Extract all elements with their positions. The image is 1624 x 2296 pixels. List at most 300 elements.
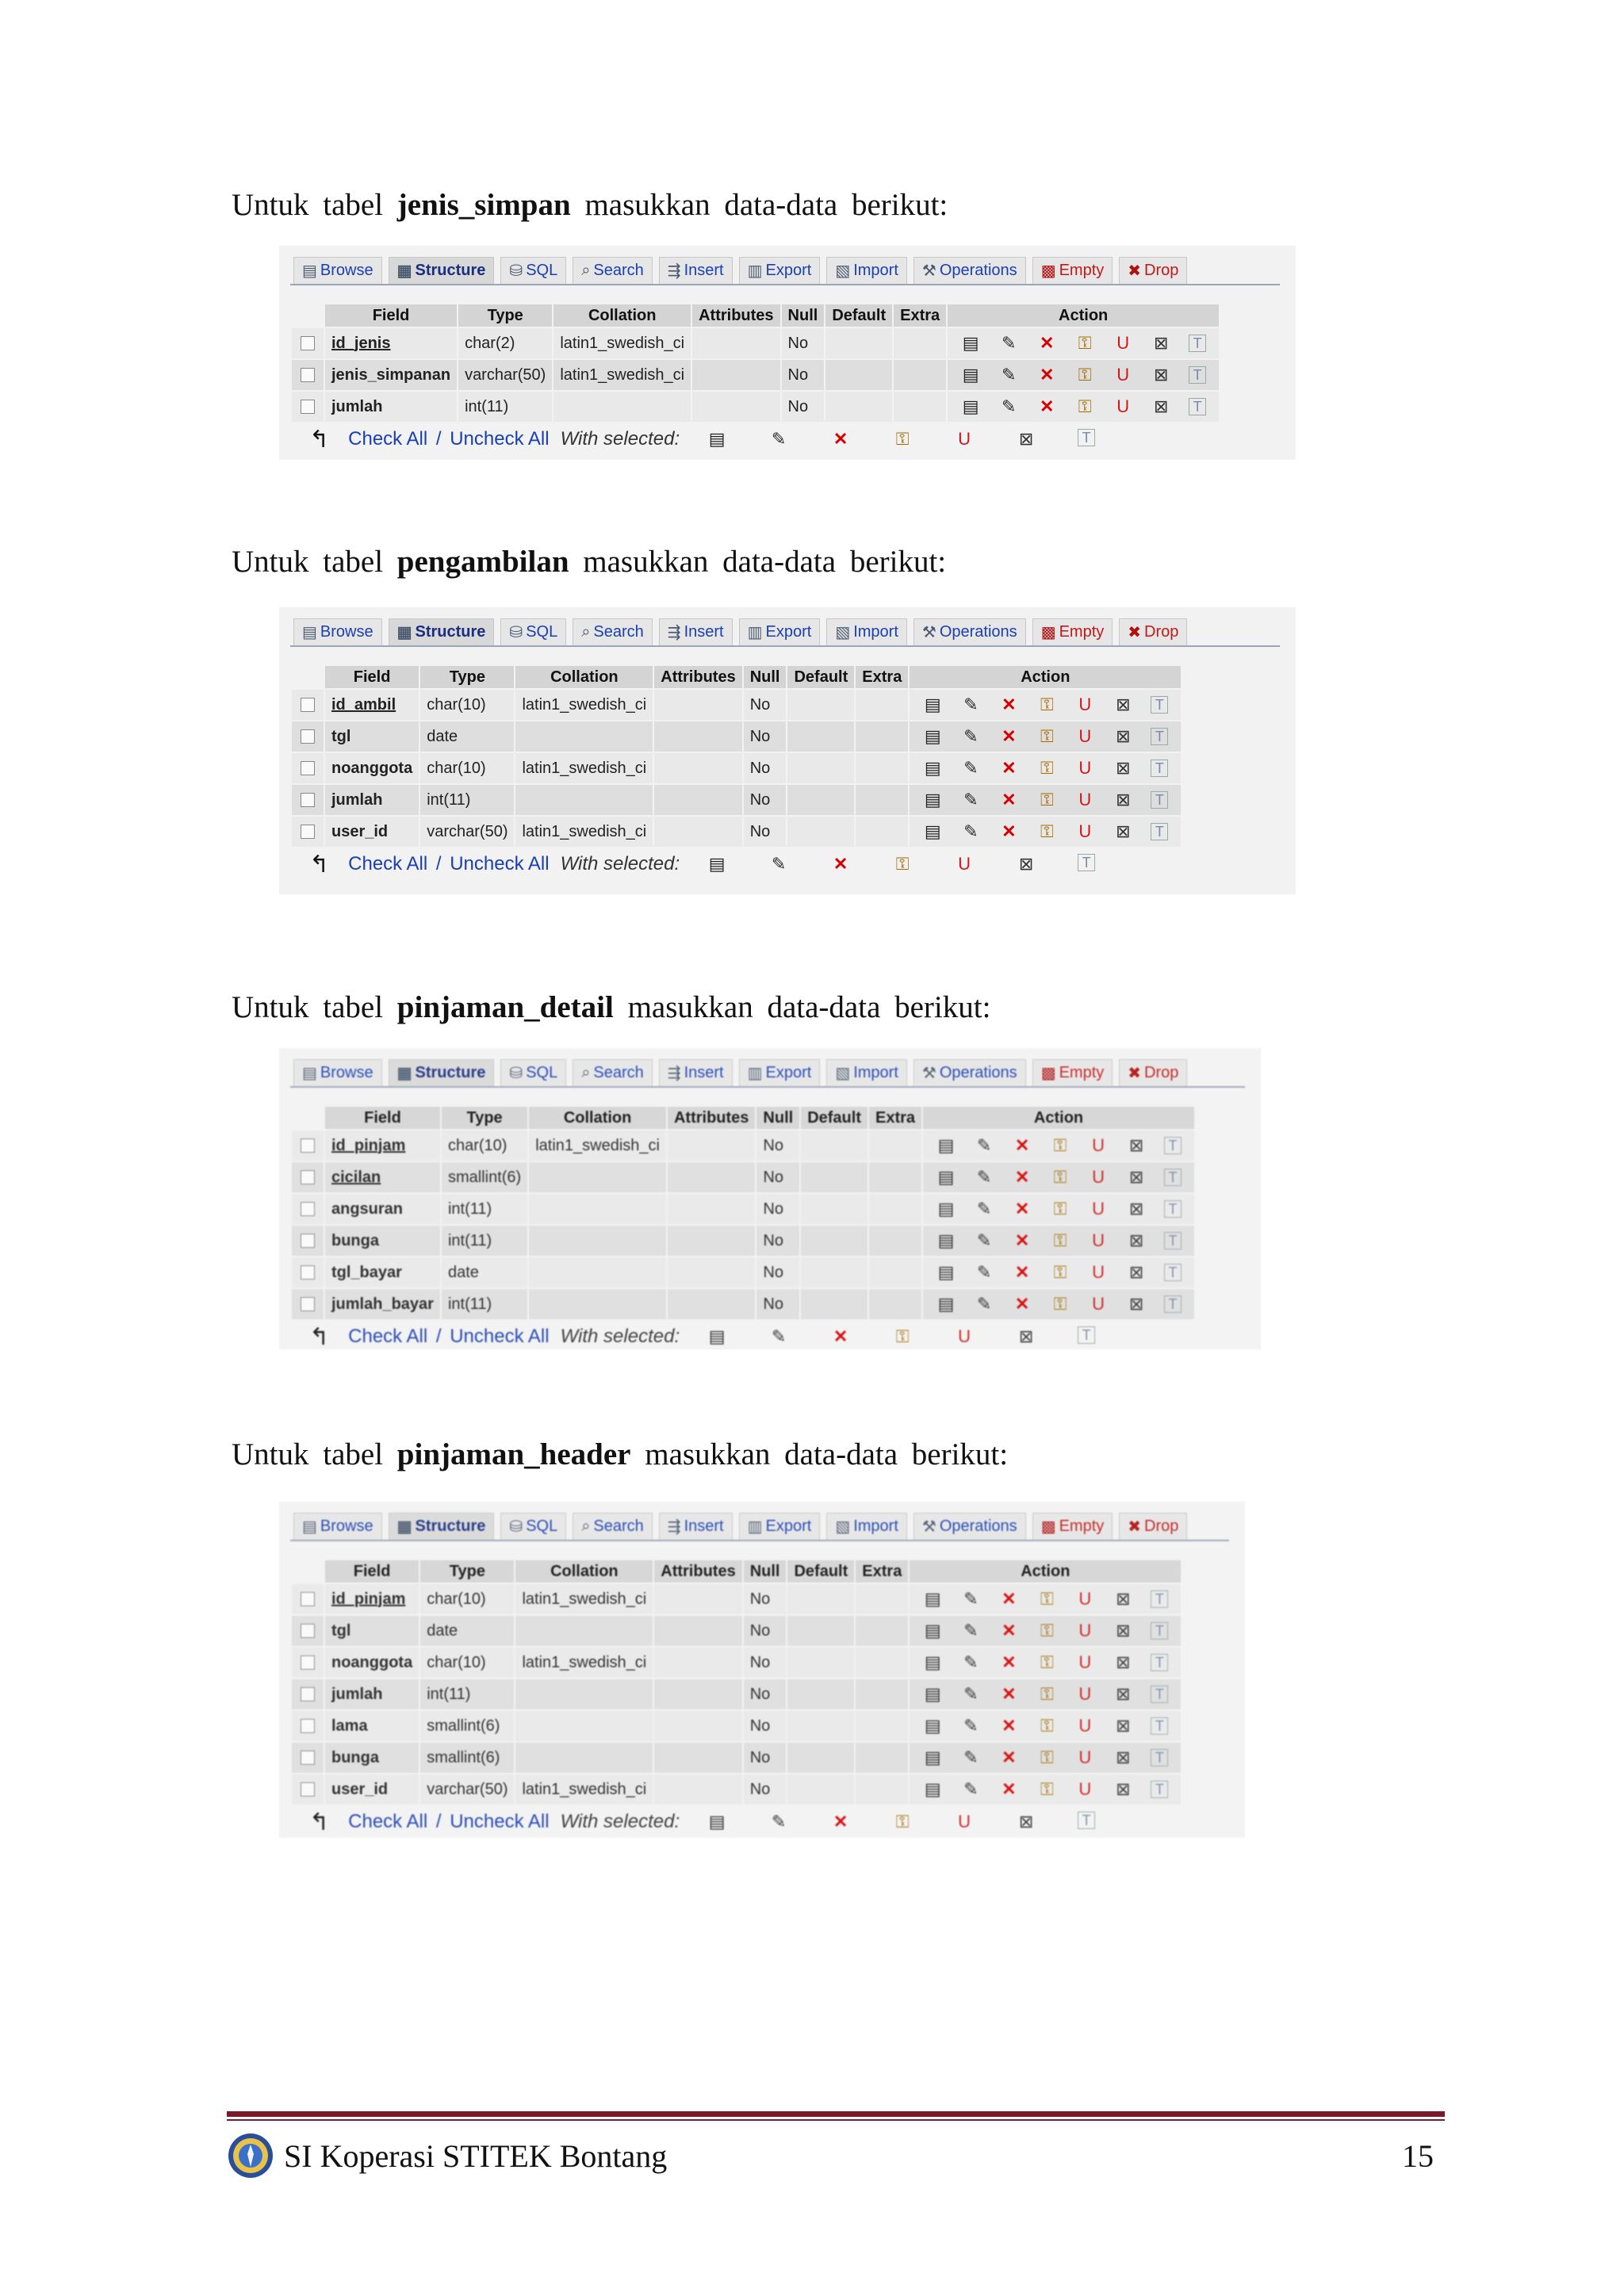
browse-distinct-icon[interactable]: ▤ bbox=[924, 1589, 941, 1609]
section-1-intro: Untuk tabel jenis_simpan masukkan data-data berikut: bbox=[232, 188, 948, 222]
primary-key-icon[interactable]: ⚿ bbox=[1053, 1262, 1067, 1282]
edit-pencil-icon[interactable]: ✎ bbox=[963, 1684, 979, 1704]
browse-distinct-icon[interactable]: ▤ bbox=[924, 1684, 941, 1704]
tab-operations[interactable]: ⚒ Operations bbox=[914, 618, 1026, 645]
index-icon[interactable]: ⊠ bbox=[1116, 758, 1131, 778]
tab-insert[interactable]: ⇶ Insert bbox=[659, 1059, 733, 1086]
delete-x-icon[interactable]: ✕ bbox=[1002, 1684, 1017, 1704]
fulltext-icon[interactable]: T bbox=[1151, 760, 1168, 777]
row-checkbox[interactable] bbox=[292, 1226, 324, 1256]
delete-x-icon[interactable]: ✕ bbox=[1002, 1716, 1017, 1735]
tab-export[interactable]: ▥ Export bbox=[739, 618, 821, 645]
edit-pencil-icon[interactable]: ✎ bbox=[771, 429, 787, 449]
checkbox[interactable] bbox=[301, 825, 315, 839]
fulltext-icon[interactable]: T bbox=[1151, 1590, 1168, 1608]
index-icon[interactable]: ⊠ bbox=[1128, 1167, 1144, 1187]
unique-icon[interactable]: U bbox=[1078, 758, 1092, 778]
delete-x-icon[interactable]: ✕ bbox=[1002, 790, 1017, 809]
row-checkbox[interactable] bbox=[292, 1162, 324, 1192]
tab-sql[interactable]: ⛁ SQL bbox=[500, 257, 566, 284]
row-actions bbox=[910, 1774, 1181, 1804]
tab-drop[interactable]: ✖ Drop bbox=[1119, 1513, 1187, 1540]
uncheck-all-link[interactable]: Uncheck All bbox=[450, 853, 550, 874]
unique-icon[interactable]: U bbox=[1078, 1779, 1092, 1799]
fulltext-icon[interactable]: T bbox=[1189, 366, 1206, 384]
fulltext-icon[interactable]: T bbox=[1151, 1686, 1168, 1703]
edit-pencil-icon[interactable]: ✎ bbox=[963, 790, 979, 809]
tab-import[interactable]: ▧ Import bbox=[826, 1059, 907, 1086]
tab-structure[interactable]: ▦ Structure bbox=[389, 618, 495, 645]
edit-pencil-icon[interactable]: ✎ bbox=[963, 1652, 979, 1672]
edit-pencil-icon[interactable]: ✎ bbox=[963, 1589, 979, 1609]
index-icon[interactable]: ⊠ bbox=[1116, 695, 1131, 714]
tab-insert[interactable]: ⇶ Insert bbox=[659, 1513, 733, 1540]
row-checkbox[interactable] bbox=[292, 1616, 324, 1646]
fulltext-icon[interactable]: T bbox=[1164, 1295, 1182, 1313]
edit-pencil-icon[interactable]: ✎ bbox=[1001, 333, 1017, 353]
index-icon[interactable]: ⊠ bbox=[1116, 1652, 1131, 1672]
check-all-link[interactable]: Check All bbox=[348, 1326, 428, 1347]
browse-distinct-icon[interactable]: ▤ bbox=[962, 365, 979, 385]
unique-icon[interactable]: U bbox=[1092, 1230, 1105, 1250]
tab-export[interactable]: ▥ Export bbox=[739, 257, 821, 284]
field-default bbox=[801, 1162, 868, 1192]
primary-key-icon[interactable]: ⚿ bbox=[895, 1812, 910, 1831]
field-default bbox=[801, 1194, 868, 1224]
primary-key-icon[interactable]: ⚿ bbox=[1040, 695, 1054, 714]
field-null: No bbox=[744, 690, 787, 720]
index-icon[interactable]: ⊠ bbox=[1128, 1199, 1144, 1219]
edit-pencil-icon[interactable]: ✎ bbox=[771, 1812, 787, 1831]
edit-pencil-icon[interactable]: ✎ bbox=[1001, 396, 1017, 416]
primary-key-icon[interactable]: ⚿ bbox=[895, 429, 910, 449]
checkbox[interactable] bbox=[301, 1138, 315, 1153]
column-header: Type bbox=[420, 1560, 514, 1582]
row-checkbox[interactable] bbox=[292, 1257, 324, 1288]
primary-key-icon[interactable]: ⚿ bbox=[895, 854, 910, 874]
checkbox[interactable] bbox=[301, 698, 315, 712]
field-collation bbox=[553, 392, 691, 422]
edit-pencil-icon[interactable]: ✎ bbox=[1001, 365, 1017, 385]
field-null: No bbox=[756, 1194, 799, 1224]
index-icon[interactable]: ⊠ bbox=[1116, 1621, 1131, 1640]
unique-icon[interactable]: U bbox=[1092, 1294, 1105, 1314]
tab-insert[interactable]: ⇶ Insert bbox=[659, 257, 733, 284]
unique-icon[interactable]: U bbox=[1078, 1684, 1092, 1704]
tab-operations[interactable]: ⚒ Operations bbox=[914, 1513, 1026, 1540]
fulltext-icon[interactable]: T bbox=[1151, 696, 1168, 714]
delete-x-icon[interactable]: ✕ bbox=[1002, 726, 1017, 746]
edit-pencil-icon[interactable]: ✎ bbox=[963, 1747, 979, 1767]
browse-distinct-icon[interactable]: ▤ bbox=[708, 429, 726, 449]
row-checkbox[interactable] bbox=[292, 1289, 324, 1319]
field-default bbox=[801, 1226, 868, 1256]
tab-structure[interactable]: ▦ Structure bbox=[389, 1513, 495, 1540]
fulltext-icon[interactable]: T bbox=[1164, 1200, 1182, 1218]
tab-export[interactable]: ▥ Export bbox=[739, 1513, 821, 1540]
edit-pencil-icon[interactable]: ✎ bbox=[963, 1621, 979, 1640]
unique-icon[interactable]: U bbox=[1092, 1135, 1105, 1155]
fulltext-icon[interactable]: T bbox=[1151, 1622, 1168, 1640]
index-icon[interactable]: ⊠ bbox=[1116, 1589, 1131, 1609]
tab-sql[interactable]: ⛁ SQL bbox=[500, 1059, 566, 1086]
edit-pencil-icon[interactable]: ✎ bbox=[976, 1167, 992, 1187]
unique-icon[interactable]: U bbox=[1092, 1262, 1105, 1282]
field-name: lama bbox=[325, 1711, 419, 1741]
primary-key-icon[interactable]: ⚿ bbox=[1078, 396, 1092, 416]
page-footer bbox=[227, 2111, 1445, 2179]
tab-browse[interactable]: ▤ Browse bbox=[293, 1059, 382, 1086]
checkbox[interactable] bbox=[301, 1624, 315, 1638]
field-collation bbox=[529, 1194, 666, 1224]
table-name: jenis_simpan bbox=[396, 188, 571, 222]
edit-pencil-icon[interactable]: ✎ bbox=[963, 1779, 979, 1799]
browse-distinct-icon[interactable]: ▤ bbox=[937, 1199, 955, 1219]
index-icon[interactable]: ⊠ bbox=[1153, 365, 1169, 385]
browse-distinct-icon[interactable]: ▤ bbox=[924, 790, 941, 809]
index-icon[interactable]: ⊠ bbox=[1128, 1230, 1144, 1250]
primary-key-icon[interactable]: ⚿ bbox=[1053, 1294, 1067, 1314]
check-all-link[interactable]: Check All bbox=[348, 853, 428, 874]
primary-key-icon[interactable]: ⚿ bbox=[1078, 333, 1092, 353]
checkbox[interactable] bbox=[301, 1751, 315, 1765]
export-icon: ▥ bbox=[747, 262, 763, 280]
browse-distinct-icon[interactable]: ▤ bbox=[708, 1326, 726, 1346]
row-checkbox[interactable] bbox=[292, 690, 324, 720]
fulltext-icon[interactable]: T bbox=[1151, 1749, 1168, 1766]
primary-key-icon[interactable]: ⚿ bbox=[1040, 726, 1054, 746]
fulltext-icon[interactable]: T bbox=[1164, 1137, 1182, 1154]
browse-distinct-icon[interactable]: ▤ bbox=[962, 396, 979, 416]
edit-pencil-icon[interactable]: ✎ bbox=[976, 1294, 992, 1314]
tab-search[interactable]: ⌕ Search bbox=[573, 1513, 653, 1540]
primary-key-icon[interactable]: ⚿ bbox=[1040, 790, 1054, 809]
fulltext-icon[interactable]: T bbox=[1164, 1264, 1182, 1281]
fulltext-icon[interactable]: T bbox=[1151, 1654, 1168, 1671]
index-icon[interactable]: ⊠ bbox=[1018, 1812, 1034, 1831]
insert-icon: ⇶ bbox=[667, 1518, 681, 1536]
index-icon[interactable]: ⊠ bbox=[1153, 396, 1169, 416]
edit-pencil-icon[interactable]: ✎ bbox=[963, 726, 979, 746]
primary-key-icon[interactable]: ⚿ bbox=[1040, 758, 1054, 778]
unique-icon[interactable]: U bbox=[1078, 790, 1092, 809]
check-all-link[interactable]: Check All bbox=[348, 428, 428, 450]
delete-x-icon[interactable]: ✕ bbox=[1014, 1230, 1030, 1250]
row-checkbox[interactable] bbox=[292, 392, 324, 422]
primary-key-icon[interactable]: ⚿ bbox=[1040, 1716, 1054, 1735]
delete-x-icon[interactable]: ✕ bbox=[1014, 1199, 1030, 1219]
delete-x-icon[interactable]: ✕ bbox=[833, 1812, 848, 1831]
delete-x-icon[interactable]: ✕ bbox=[1002, 1621, 1017, 1640]
row-checkbox[interactable] bbox=[292, 721, 324, 752]
field-attributes bbox=[654, 721, 741, 752]
row-actions bbox=[923, 1194, 1194, 1224]
browse-distinct-icon[interactable]: ▤ bbox=[708, 1812, 726, 1831]
row-checkbox[interactable] bbox=[292, 360, 324, 390]
index-icon[interactable]: ⊠ bbox=[1116, 1684, 1131, 1704]
row-checkbox[interactable] bbox=[292, 1679, 324, 1709]
unique-icon[interactable]: U bbox=[958, 429, 971, 449]
tab-empty[interactable]: ▩ Empty bbox=[1032, 257, 1113, 284]
unique-icon[interactable]: U bbox=[1092, 1199, 1105, 1219]
checkbox[interactable] bbox=[301, 1782, 315, 1797]
row-checkbox[interactable] bbox=[292, 1584, 324, 1614]
primary-key-icon[interactable]: ⚿ bbox=[1053, 1199, 1067, 1219]
check-all-link[interactable]: Check All bbox=[348, 1811, 428, 1832]
browse-distinct-icon[interactable]: ▤ bbox=[924, 695, 941, 714]
unique-icon[interactable]: U bbox=[1078, 1652, 1092, 1672]
delete-x-icon[interactable]: ✕ bbox=[833, 429, 848, 449]
fulltext-icon[interactable]: T bbox=[1078, 429, 1095, 446]
checkbox[interactable] bbox=[301, 1265, 315, 1280]
edit-pencil-icon[interactable]: ✎ bbox=[963, 821, 979, 841]
checkbox[interactable] bbox=[301, 1170, 315, 1184]
browse-distinct-icon[interactable]: ▤ bbox=[924, 821, 941, 841]
row-checkbox[interactable] bbox=[292, 1711, 324, 1741]
edit-pencil-icon[interactable]: ✎ bbox=[976, 1199, 992, 1219]
tab-empty[interactable]: ▩ Empty bbox=[1032, 1059, 1113, 1086]
checkbox-column-header bbox=[292, 1107, 324, 1129]
fulltext-icon[interactable]: T bbox=[1151, 791, 1168, 809]
edit-pencil-icon[interactable]: ✎ bbox=[963, 695, 979, 714]
fulltext-icon[interactable]: T bbox=[1189, 335, 1206, 352]
edit-pencil-icon[interactable]: ✎ bbox=[771, 1326, 787, 1346]
fulltext-icon[interactable]: T bbox=[1189, 398, 1206, 415]
uncheck-all-link[interactable]: Uncheck All bbox=[450, 428, 550, 450]
unique-icon[interactable]: U bbox=[1078, 726, 1092, 746]
delete-x-icon[interactable]: ✕ bbox=[1014, 1262, 1030, 1282]
tab-structure[interactable]: ▦ Structure bbox=[389, 1059, 495, 1086]
delete-x-icon[interactable]: ✕ bbox=[1039, 396, 1055, 416]
tab-empty[interactable]: ▩ Empty bbox=[1032, 1513, 1113, 1540]
row-checkbox[interactable] bbox=[292, 328, 324, 358]
browse-distinct-icon[interactable]: ▤ bbox=[924, 758, 941, 778]
table-name: pinjaman_header bbox=[396, 1437, 631, 1471]
index-icon[interactable]: ⊠ bbox=[1018, 854, 1034, 874]
phpmyadmin-structure-screenshot bbox=[279, 1048, 1261, 1349]
delete-x-icon[interactable]: ✕ bbox=[833, 854, 848, 874]
row-actions bbox=[948, 360, 1219, 390]
index-icon[interactable]: ⊠ bbox=[1116, 1779, 1131, 1799]
tab-insert[interactable]: ⇶ Insert bbox=[659, 618, 733, 645]
unique-icon[interactable]: U bbox=[1116, 333, 1130, 353]
index-icon[interactable]: ⊠ bbox=[1116, 790, 1131, 809]
checkbox[interactable] bbox=[301, 729, 315, 744]
checkbox[interactable] bbox=[301, 1592, 315, 1606]
browse-distinct-icon[interactable]: ▤ bbox=[924, 1747, 941, 1767]
primary-key-icon[interactable]: ⚿ bbox=[1053, 1135, 1067, 1155]
delete-x-icon[interactable]: ✕ bbox=[1014, 1294, 1030, 1314]
row-checkbox[interactable] bbox=[292, 1131, 324, 1161]
index-icon[interactable]: ⊠ bbox=[1018, 429, 1034, 449]
index-icon[interactable]: ⊠ bbox=[1128, 1294, 1144, 1314]
fulltext-icon[interactable]: T bbox=[1164, 1232, 1182, 1249]
delete-x-icon[interactable]: ✕ bbox=[1039, 333, 1055, 353]
browse-distinct-icon[interactable]: ▤ bbox=[937, 1262, 955, 1282]
tab-browse[interactable]: ▤ Browse bbox=[293, 618, 382, 645]
unique-icon[interactable]: U bbox=[1092, 1167, 1105, 1187]
edit-pencil-icon[interactable]: ✎ bbox=[963, 1716, 979, 1735]
delete-x-icon[interactable]: ✕ bbox=[1039, 365, 1055, 385]
primary-key-icon[interactable]: ⚿ bbox=[1040, 1747, 1054, 1767]
fulltext-icon[interactable]: T bbox=[1164, 1169, 1182, 1186]
browse-distinct-icon[interactable]: ▤ bbox=[962, 333, 979, 353]
field-null: No bbox=[744, 1647, 787, 1678]
primary-key-icon[interactable]: ⚿ bbox=[1040, 1589, 1054, 1609]
tab-sql[interactable]: ⛁ SQL bbox=[500, 618, 566, 645]
checkbox[interactable] bbox=[301, 1655, 315, 1670]
edit-pencil-icon[interactable]: ✎ bbox=[771, 854, 787, 874]
checkbox[interactable] bbox=[301, 1719, 315, 1733]
tab-import[interactable]: ▧ Import bbox=[826, 618, 907, 645]
row-checkbox[interactable] bbox=[292, 1774, 324, 1804]
checkbox[interactable] bbox=[301, 400, 315, 414]
tab-import[interactable]: ▧ Import bbox=[826, 1513, 907, 1540]
index-icon[interactable]: ⊠ bbox=[1116, 726, 1131, 746]
table-row bbox=[292, 328, 1219, 358]
browse-distinct-icon[interactable]: ▤ bbox=[924, 726, 941, 746]
primary-key-icon[interactable]: ⚿ bbox=[1053, 1167, 1067, 1187]
browse-distinct-icon[interactable]: ▤ bbox=[937, 1135, 955, 1155]
fulltext-icon[interactable]: T bbox=[1078, 854, 1095, 871]
row-checkbox[interactable] bbox=[292, 1647, 324, 1678]
tab-operations[interactable]: ⚒ Operations bbox=[914, 1059, 1026, 1086]
primary-key-icon[interactable]: ⚿ bbox=[1053, 1230, 1067, 1250]
fulltext-icon[interactable]: T bbox=[1078, 1812, 1095, 1829]
delete-x-icon[interactable]: ✕ bbox=[1002, 758, 1017, 778]
browse-distinct-icon[interactable]: ▤ bbox=[924, 1779, 941, 1799]
uncheck-all-link[interactable]: Uncheck All bbox=[450, 1326, 550, 1347]
edit-pencil-icon[interactable]: ✎ bbox=[963, 758, 979, 778]
checkbox[interactable] bbox=[301, 761, 315, 775]
checkbox[interactable] bbox=[301, 336, 315, 350]
unique-icon[interactable]: U bbox=[958, 1326, 971, 1346]
edit-pencil-icon[interactable]: ✎ bbox=[976, 1135, 992, 1155]
index-icon[interactable]: ⊠ bbox=[1128, 1262, 1144, 1282]
import-icon: ▧ bbox=[835, 1065, 851, 1082]
fulltext-icon[interactable]: T bbox=[1078, 1326, 1095, 1344]
delete-x-icon[interactable]: ✕ bbox=[1002, 1779, 1017, 1799]
primary-key-icon[interactable]: ⚿ bbox=[1040, 821, 1054, 841]
fulltext-icon[interactable]: T bbox=[1151, 1717, 1168, 1735]
tab-search[interactable]: ⌕ Search bbox=[573, 618, 653, 645]
tab-drop[interactable]: ✖ Drop bbox=[1119, 1059, 1187, 1086]
primary-key-icon[interactable]: ⚿ bbox=[1040, 1652, 1054, 1672]
unique-icon[interactable]: U bbox=[1116, 365, 1130, 385]
tab-structure[interactable]: ▦ Structure bbox=[389, 257, 495, 284]
unique-icon[interactable]: U bbox=[1078, 821, 1092, 841]
field-collation: latin1_swedish_ci bbox=[515, 817, 653, 847]
field-null: No bbox=[744, 785, 787, 815]
row-checkbox[interactable] bbox=[292, 1194, 324, 1224]
index-icon[interactable]: ⊠ bbox=[1153, 333, 1169, 353]
checkbox[interactable] bbox=[301, 1297, 315, 1311]
tab-operations[interactable]: ⚒ Operations bbox=[914, 257, 1026, 284]
index-icon[interactable]: ⊠ bbox=[1116, 821, 1131, 841]
fulltext-icon[interactable]: T bbox=[1151, 823, 1168, 840]
field-attributes bbox=[692, 360, 779, 390]
tab-import[interactable]: ▧ Import bbox=[826, 257, 907, 284]
tab-browse[interactable]: ▤ Browse bbox=[293, 1513, 382, 1540]
sql-icon: ⛁ bbox=[509, 624, 523, 641]
unique-icon[interactable]: U bbox=[1078, 1716, 1092, 1735]
delete-x-icon[interactable]: ✕ bbox=[1014, 1135, 1030, 1155]
unique-icon[interactable]: U bbox=[958, 854, 971, 874]
checkbox[interactable] bbox=[301, 1202, 315, 1216]
tab-search[interactable]: ⌕ Search bbox=[573, 1059, 653, 1086]
delete-x-icon[interactable]: ✕ bbox=[1002, 1589, 1017, 1609]
primary-key-icon[interactable]: ⚿ bbox=[1078, 365, 1092, 385]
edit-pencil-icon[interactable]: ✎ bbox=[976, 1230, 992, 1250]
checkbox[interactable] bbox=[301, 1687, 315, 1701]
primary-key-icon[interactable]: ⚿ bbox=[895, 1326, 910, 1346]
unique-icon[interactable]: U bbox=[1078, 1621, 1092, 1640]
primary-key-icon[interactable]: ⚿ bbox=[1040, 1684, 1054, 1704]
delete-x-icon[interactable]: ✕ bbox=[1002, 1747, 1017, 1767]
index-icon[interactable]: ⊠ bbox=[1116, 1716, 1131, 1735]
delete-x-icon[interactable]: ✕ bbox=[1002, 821, 1017, 841]
fulltext-icon[interactable]: T bbox=[1151, 728, 1168, 745]
tab-drop[interactable]: ✖ Drop bbox=[1119, 618, 1187, 645]
checkbox-column-header bbox=[292, 666, 324, 688]
fulltext-icon[interactable]: T bbox=[1151, 1781, 1168, 1798]
row-checkbox[interactable] bbox=[292, 1743, 324, 1773]
row-checkbox[interactable] bbox=[292, 817, 324, 847]
index-icon[interactable]: ⊠ bbox=[1018, 1326, 1034, 1346]
delete-x-icon[interactable]: ✕ bbox=[1002, 1652, 1017, 1672]
edit-pencil-icon[interactable]: ✎ bbox=[976, 1262, 992, 1282]
tab-search[interactable]: ⌕ Search bbox=[573, 257, 653, 284]
primary-key-icon[interactable]: ⚿ bbox=[1040, 1779, 1054, 1799]
unique-icon[interactable]: U bbox=[1078, 1589, 1092, 1609]
unique-icon[interactable]: U bbox=[1078, 695, 1092, 714]
browse-distinct-icon[interactable]: ▤ bbox=[937, 1294, 955, 1314]
tab-export[interactable]: ▥ Export bbox=[739, 1059, 821, 1086]
unique-icon[interactable]: U bbox=[1078, 1747, 1092, 1767]
unique-icon[interactable]: U bbox=[958, 1812, 971, 1831]
index-icon[interactable]: ⊠ bbox=[1128, 1135, 1144, 1155]
tab-browse[interactable]: ▤ Browse bbox=[293, 257, 382, 284]
delete-x-icon[interactable]: ✕ bbox=[1014, 1167, 1030, 1187]
tab-empty[interactable]: ▩ Empty bbox=[1032, 618, 1113, 645]
browse-distinct-icon[interactable]: ▤ bbox=[937, 1230, 955, 1250]
browse-distinct-icon[interactable]: ▤ bbox=[924, 1652, 941, 1672]
row-actions bbox=[910, 1647, 1181, 1678]
browse-distinct-icon[interactable]: ▤ bbox=[924, 1716, 941, 1735]
row-checkbox[interactable] bbox=[292, 785, 324, 815]
browse-distinct-icon[interactable]: ▤ bbox=[924, 1621, 941, 1640]
browse-distinct-icon[interactable]: ▤ bbox=[708, 854, 726, 874]
field-collation: latin1_swedish_ci bbox=[515, 690, 653, 720]
checkbox[interactable] bbox=[301, 793, 315, 807]
row-checkbox[interactable] bbox=[292, 753, 324, 783]
delete-x-icon[interactable]: ✕ bbox=[833, 1326, 848, 1346]
primary-key-icon[interactable]: ⚿ bbox=[1040, 1621, 1054, 1640]
uncheck-all-link[interactable]: Uncheck All bbox=[450, 1811, 550, 1832]
tab-drop[interactable]: ✖ Drop bbox=[1119, 257, 1187, 284]
field-attributes bbox=[668, 1131, 755, 1161]
checkbox[interactable] bbox=[301, 1234, 315, 1248]
row-actions bbox=[923, 1289, 1194, 1319]
field-default bbox=[787, 721, 854, 752]
field-attributes bbox=[692, 392, 779, 422]
tab-sql[interactable]: ⛁ SQL bbox=[500, 1513, 566, 1540]
delete-x-icon[interactable]: ✕ bbox=[1002, 695, 1017, 714]
browse-distinct-icon[interactable]: ▤ bbox=[937, 1167, 955, 1187]
index-icon[interactable]: ⊠ bbox=[1116, 1747, 1131, 1767]
checkbox[interactable] bbox=[301, 368, 315, 382]
unique-icon[interactable]: U bbox=[1116, 396, 1130, 416]
